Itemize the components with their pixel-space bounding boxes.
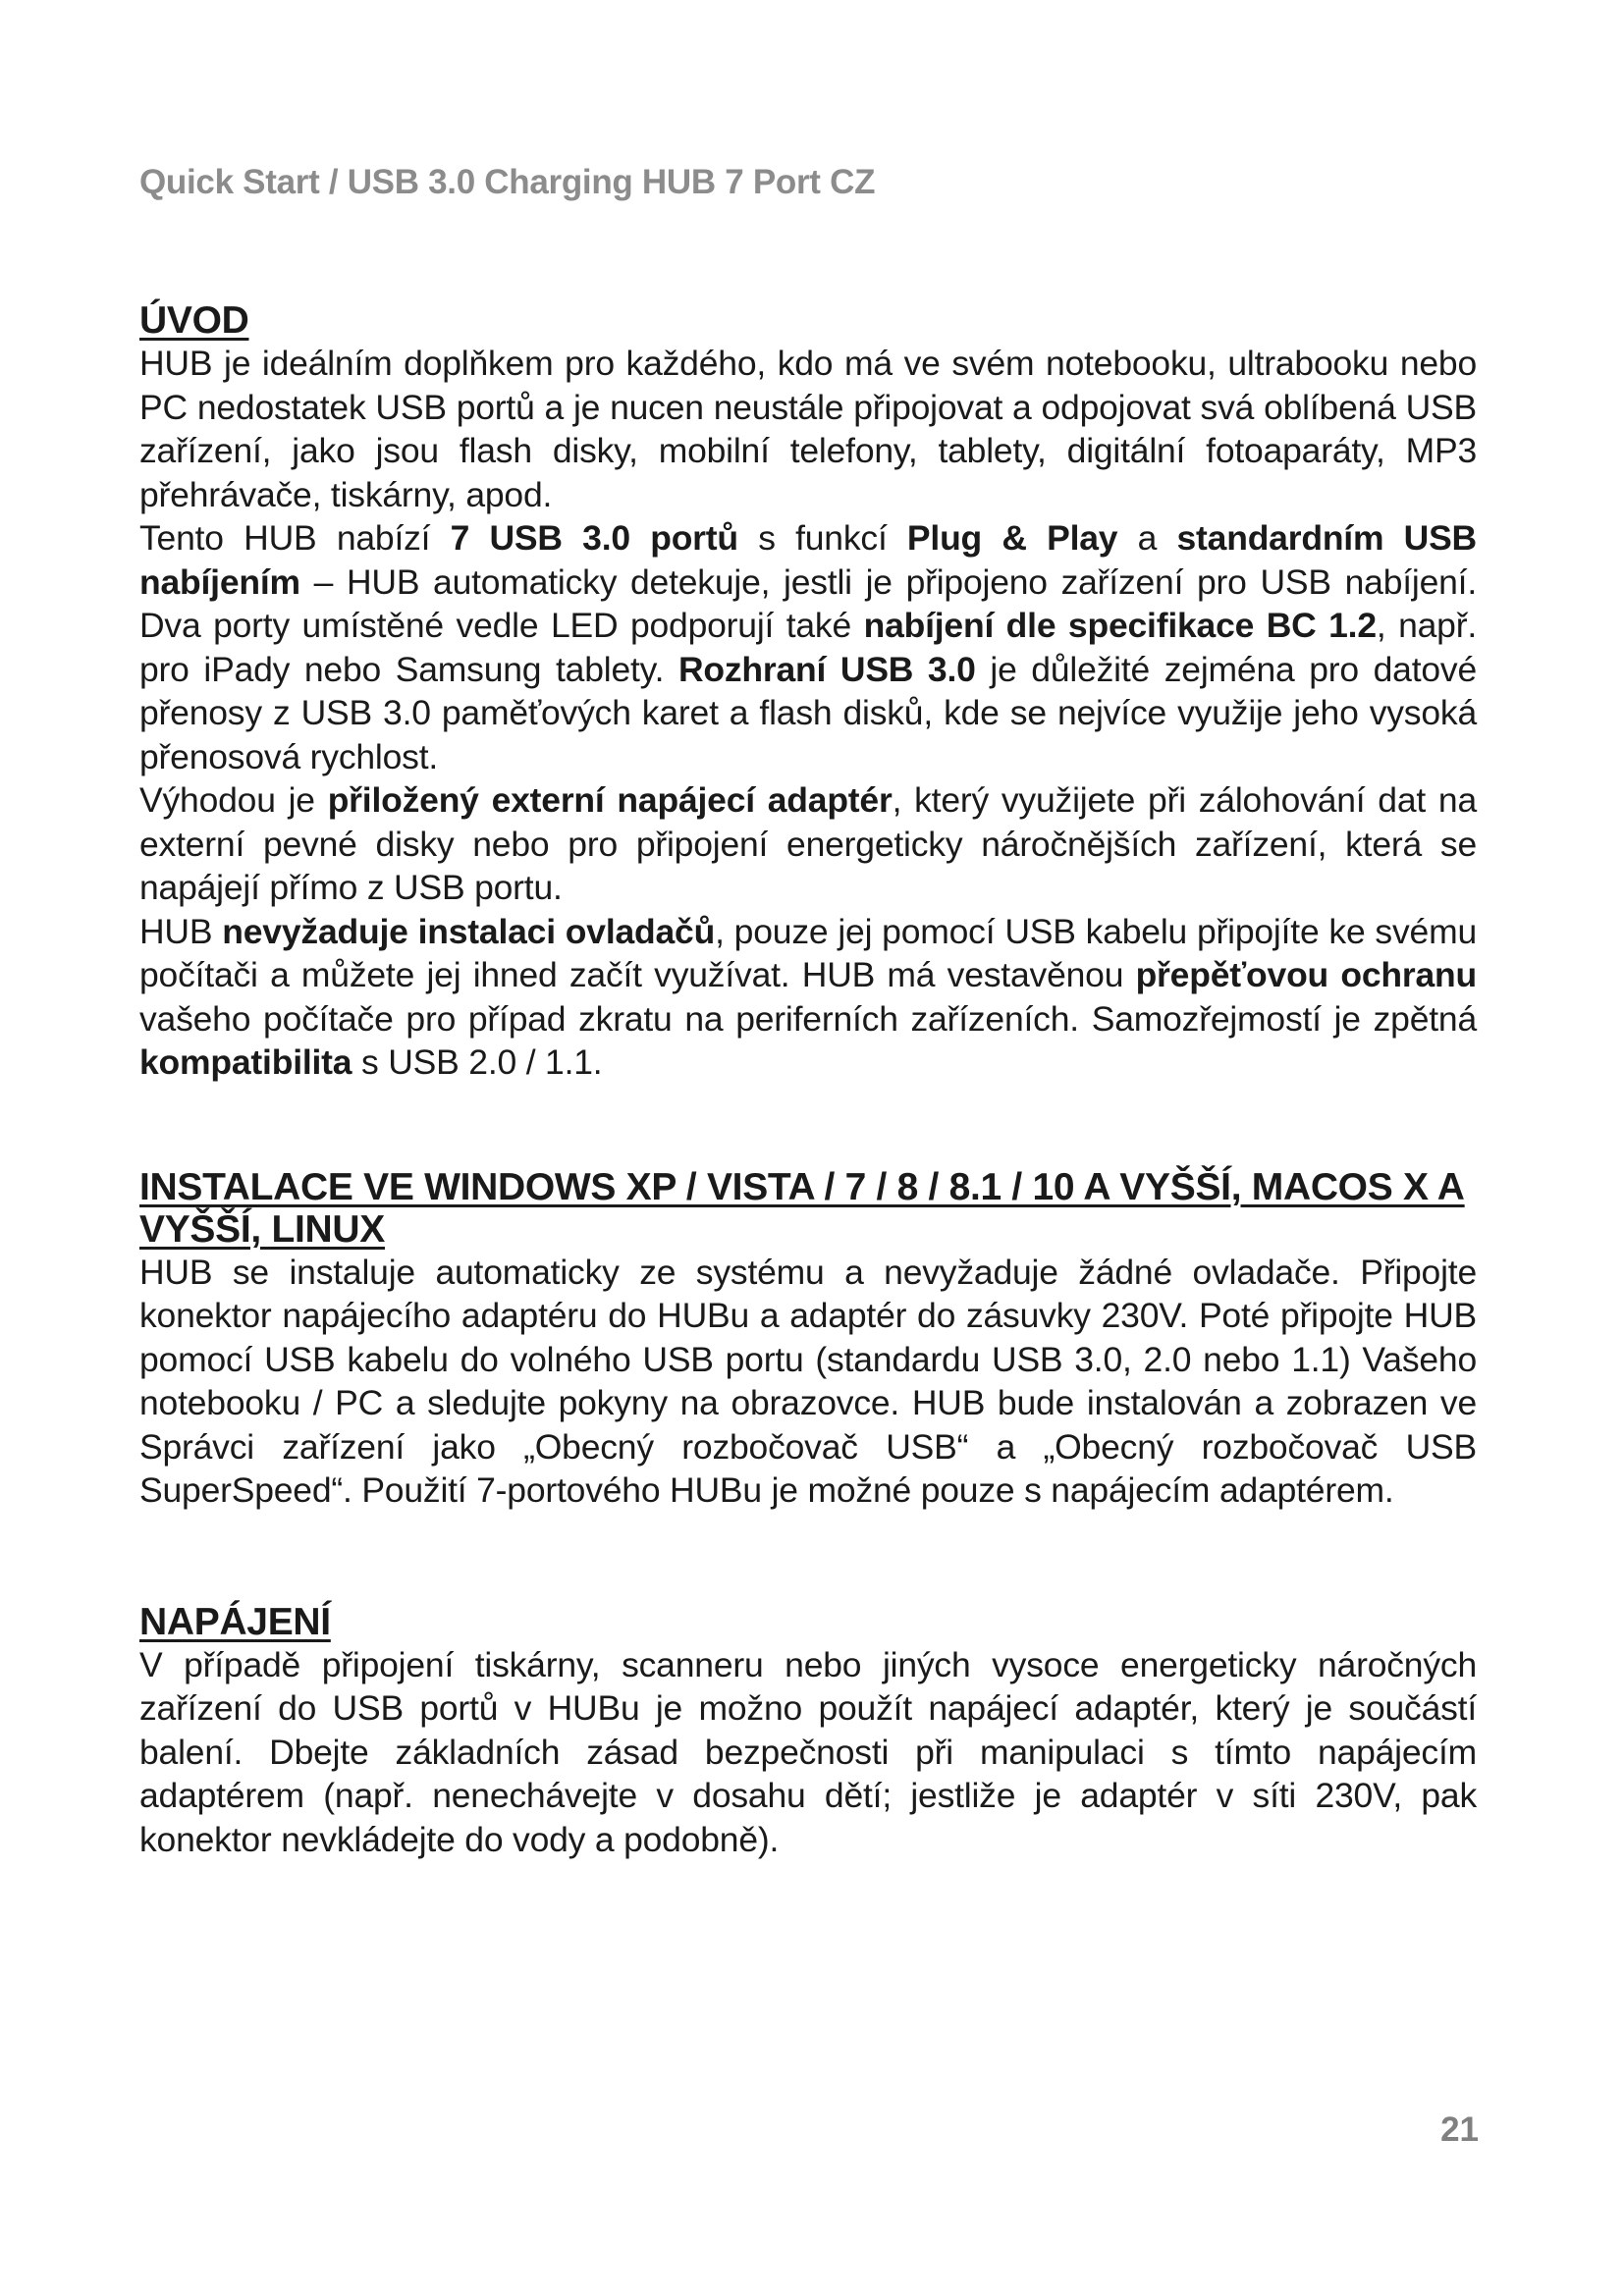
intro-paragraph-1: HUB je ideálním doplňkem pro každého, kdo má ve svém notebooku, ultrabooku nebo PC nedostatek USB portů a je nucen neustále připojovat a odpojovat svá oblíbená USB zařízení, jako jsou flash disky, mobilní telefony, tablety, digitální fotoaparáty, MP3 přehrávače, tiskárny, apod. [139,344,1477,514]
text-run: , který využijete při zálohování dat na externí pevné disky nebo pro připojení energeticky náročnějších zařízení, která se napájejí přímo z USB portu. [139,780,1477,907]
text-run: , např. pro iPady nebo Samsung tablety. [139,606,1478,689]
section-heading-intro: ÚVOD [139,299,249,342]
text-run: a [1117,518,1177,558]
bold-text-run: nevyžaduje instalaci ovladačů [222,911,716,951]
text-run: vašeho počítače pro případ zkratu na periferních zařízeních. Samozřejmostí je zpětná [139,998,1477,1039]
section-intro [139,299,1477,1085]
intro-paragraph-3 [139,778,1477,910]
section-power [139,1601,1477,1862]
text-run: je důležité zejména pro datové přenosy z USB 3.0 paměťových karet a flash disků, kde se nejvíce využije jeho vysoká přenosová rychlost. [139,649,1478,776]
bold-text-run: kompatibilita [139,1042,352,1082]
bold-text-run: nabíjení dle specifikace BC 1.2 [863,606,1377,645]
bold-text-run: Rozhraní USB 3.0 [677,649,976,689]
installation-paragraph: HUB se instaluje automaticky ze systému a nevyžaduje žádné ovladače. Připojte konektor napájecího adaptéru do HUBu a adaptér do zásuvky 230V. Poté připojte HUB pomocí USB kabelu do volného USB portu (standardu USB 3.0, 2.0 nebo 1.1) Vašeho notebooku / PC a sledujte pokyny na obrazovce. HUB bude instalován a zobrazen ve Správci zařízení jako „Obecný rozbočovač USB“ a „Obecný rozbočovač USB SuperSpeed“. Použití 7-portového HUBu je možné pouze s napájecím adaptérem. [139,1252,1477,1510]
bold-text-run: přepěťovou ochranu [1135,955,1477,994]
page-header: Quick Start / USB 3.0 Charging HUB 7 Port CZ [139,163,876,201]
text-run: – HUB automaticky detekuje, jestli je připojeno zařízení pro USB nabíjení. Dva porty umístěné vedle LED podporují také [139,561,1477,645]
section-heading-power: NAPÁJENÍ [139,1600,331,1643]
power-paragraph: V případě připojení tiskárny, scanneru nebo jiných vysoce energeticky náročných zařízení do USB portů v HUBu je možno použít napájecí adaptér, který je součástí balení. Dbejte základních zásad bezpečnosti při manipulaci s tímto napájecím adaptérem (např. nenechávejte v dosahu dětí; jestliže je adaptér v síti 230V, pak konektor nevkládejte do vody a podobně). [139,1644,1477,1859]
bold-text-run: 7 USB 3.0 portů [450,518,738,558]
text-run: s USB 2.0 / 1.1. [352,1042,603,1082]
section-installation [139,1166,1477,1513]
text-run: , pouze jej pomocí USB kabelu připojíte ke svému počítači a můžete jej ihned začít využívat. HUB má vestavěnou [139,911,1477,994]
intro-paragraph-4 [139,910,1477,1085]
page-content [139,299,1477,1861]
page-number: 21 [1440,2110,1479,2149]
intro-paragraph-2 [139,516,1477,778]
text-run: Výhodou je [139,780,328,820]
section-heading-installation: INSTALACE VE WINDOWS XP / VISTA / 7 / 8 / 8.1 / 10 A VYŠŠÍ, MACOS X A VYŠŠÍ, LINUX [139,1165,1465,1251]
text-run: HUB [139,911,223,951]
text-run: Tento HUB nabízí [139,518,451,558]
bold-text-run: Plug & Play [906,518,1118,558]
text-run: s funkcí [737,518,907,558]
bold-text-run: přiložený externí napájecí adaptér [327,780,893,820]
bold-text-run: standardním USB nabíjením [139,518,1477,602]
